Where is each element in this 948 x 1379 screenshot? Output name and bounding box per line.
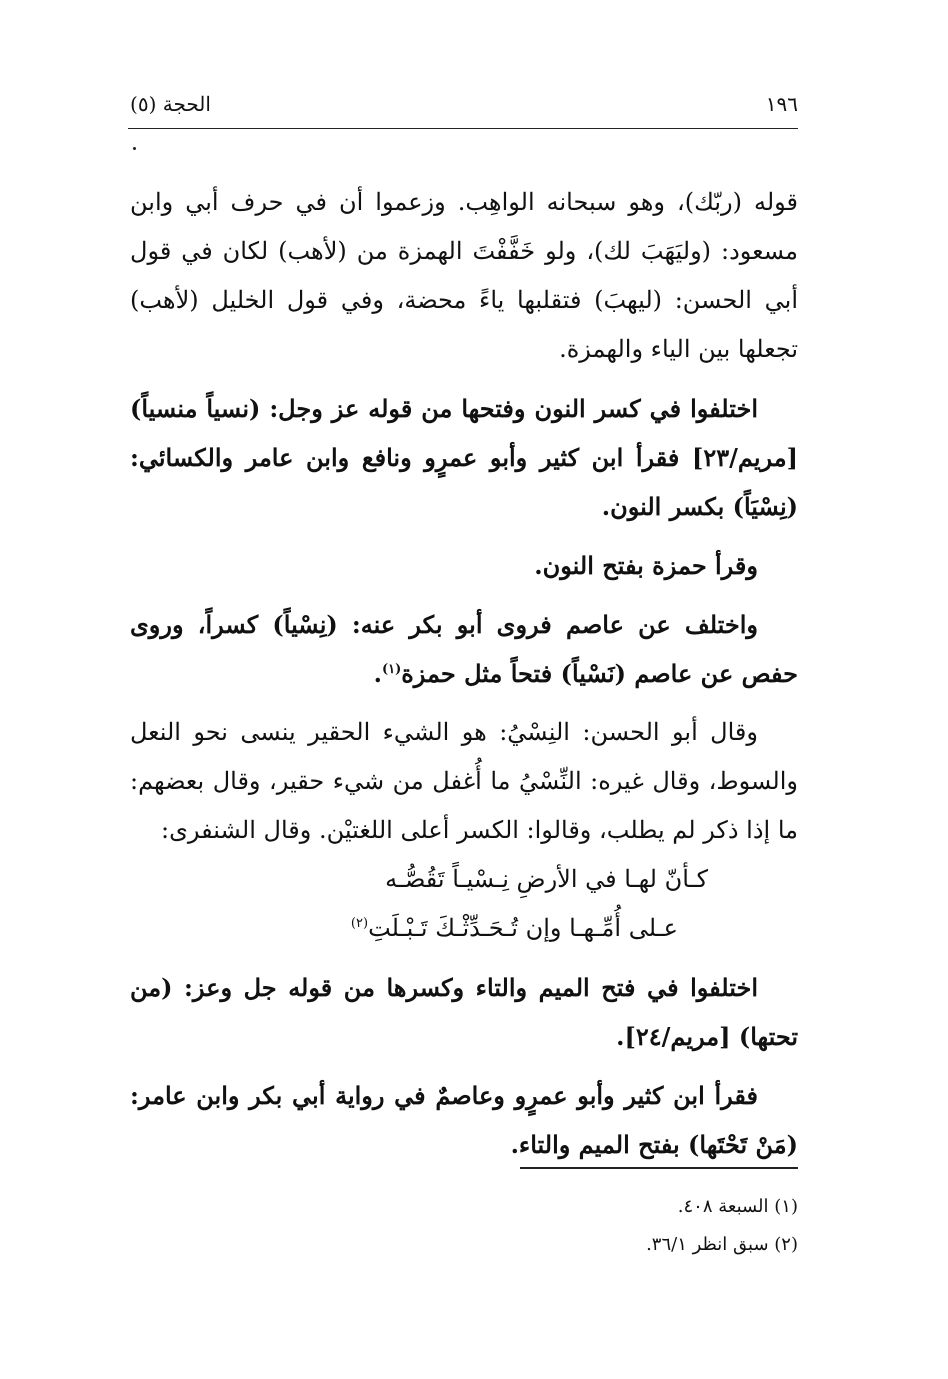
footnote-mark-2: (٢) [350, 916, 369, 931]
footnote-mark-1: (١) [381, 662, 402, 677]
paragraph-1: قوله (ربّك)، وهو سبحانه الواهِب. وزعموا أن في حرف أبي وابن مسعود: (وليَهَبَ لك)، ولو خَفَّفْتَ الهمزة من (لأهب) لكان في قول أبي الحسن: (ليهبَ) فتقلبها ياءً محضة، وفي قول الخليل (لأهب) تجعلها بين الياء والهمزة. [130, 188, 799, 363]
verse-line-2-text: عـلى أُمِّـهـا وإن تُـحَـدِّثْـكَ تَـبْـلَتِ [368, 914, 678, 942]
page-number: ١٩٦ [765, 92, 798, 116]
header-divider [128, 128, 798, 129]
paragraph-4-text: واختلف عن عاصم فروى أبو بكر عنه: (نِسْياً) كسراً، وروى حفص عن عاصم (نَسْياً) فتحاً مثل حمزة [130, 610, 798, 688]
footnote-divider [520, 1167, 798, 1169]
footnote-1: (١) السبعة ٤٠٨. [677, 1196, 798, 1217]
paragraph-3: وقرأ حمزة بفتح النون. [534, 551, 758, 580]
header-dot [133, 147, 136, 150]
page-header [130, 92, 798, 128]
paragraph-7: فقرأ ابن كثير وأبو عمرٍو وعاصمٌ في رواية أبي بكر وابن عامر: (مَنْ تَحْتَها) بفتح الميم والتاء. [130, 1081, 798, 1159]
footnotes [130, 1188, 798, 1264]
verse-line-2 [130, 904, 798, 953]
footnote-2: (٢) سبق انظر ٣٦/١. [646, 1234, 798, 1255]
verse-line-1: كـأنّ لهـا في الأرضِ نِـسْيـاً تَقُصُّـه [385, 865, 708, 893]
paragraph-4: واختلف عن عاصم فروى أبو بكر عنه: (نِسْياً) كسراً، وروى حفص عن عاصم (نَسْياً) فتحاً مثل حمزة$^{(١)}$. [130, 610, 798, 688]
page-body [130, 178, 798, 1169]
paragraph-5: وقال أبو الحسن: النِسْيُ: هو الشيء الحقير ينسى نحو النعل والسوط، وقال غيره: النِّسْيُ ما أُغفل من شيء حقير، وقال بعضهم: ما إذا ذكر لم يطلب، وقالوا: الكسر أعلى اللغتيْن. وقال الشنفرى: [130, 718, 798, 844]
paragraph-2: اختلفوا في كسر النون وفتحها من قوله عز وجل: (نسياً منسياً) [مريم/٢٣] فقرأ ابن كثير وأبو عمرٍو ونافع وابن عامر والكسائي: (نِسْيَاً) بكسر النون. [130, 394, 798, 521]
running-title: الحجة (٥) [130, 92, 211, 116]
paragraph-6: اختلفوا في فتح الميم والتاء وكسرها من قوله جل وعز: (من تحتها) [مريم/٢٤]. [130, 973, 798, 1051]
